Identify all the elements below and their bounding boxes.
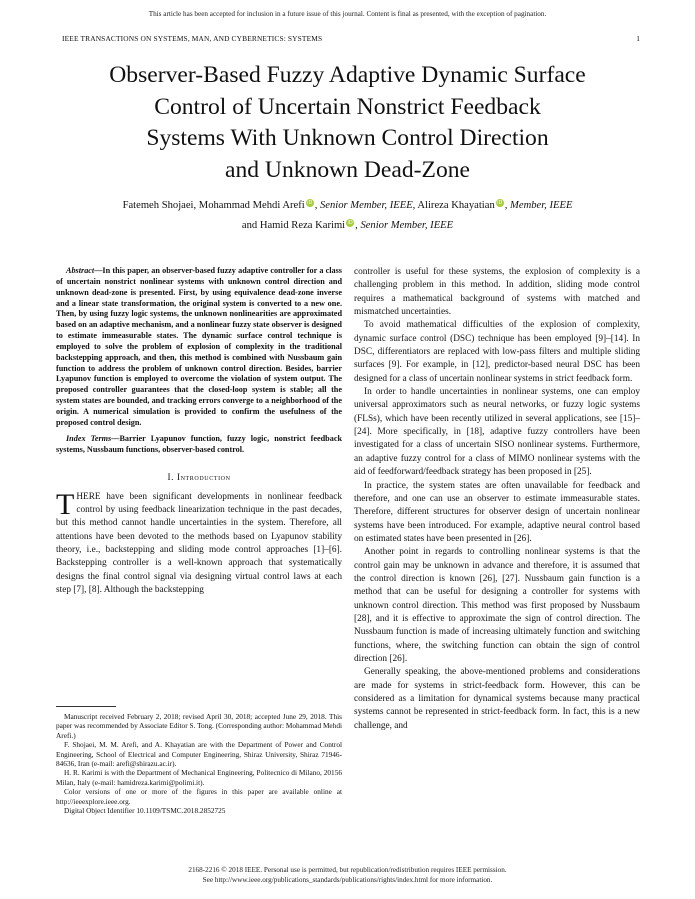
footnote: H. R. Karimi is with the Department of Mechanical Engineering, Politecnico di Milano, 20156 Milan, Italy (e-mail: hamidreza.karimi@polimi.it). xyxy=(56,768,342,787)
intro-paragraph xyxy=(56,487,342,598)
left-column xyxy=(56,266,342,597)
body-paragraph: In order to handle uncertainties in nonlinear systems, one can employ universal approximators such as neural networks, or fuzzy logic systems (FLSs), which have been recently utilized in several applications, see [15]–[24]. More specifically, in [18], adaptive fuzzy controllers have been investigated for a class of uncertain SISO nonlinear systems. Furthermore, an adaptive fuzzy control for a class of MIMO nonlinear systems with the aid of feedforward/feedback strategy has been proposed in [25]. xyxy=(354,387,640,478)
index-terms-label: Index Terms xyxy=(66,433,112,443)
running-head: IEEE TRANSACTIONS ON SYSTEMS, MAN, AND CYBERNETICS: SYSTEMS xyxy=(62,34,323,43)
body-paragraph: To avoid mathematical difficulties of the explosion of complexity, dynamic surface control (DSC) technique has been employed [9]–[14]. In DSC, differentiators are replaced with low-pass filters and multiple sliding surfaces [9]. For example, in [12], predictor-based neural DSC has been designed for a class of uncertain nonlinear systems in strict feedback form. xyxy=(354,320,640,384)
title-line: Systems With Unknown Control Direction xyxy=(146,125,549,151)
orcid-icon[interactable]: iD xyxy=(307,200,313,206)
author-line-1: Fatemeh Shojaei, Mohammad Mehdi Arefi iD , Senior Member, IEEE, Alireza Khayatian iD , Member, IEEE xyxy=(122,200,573,211)
title-line: Observer-Based Fuzzy Adaptive Dynamic Surface xyxy=(109,62,586,88)
footnotes xyxy=(56,712,342,815)
author-role: Member, IEEE xyxy=(510,200,573,211)
orcid-icon[interactable]: iD xyxy=(497,200,503,206)
footer-line: See http://www.ieee.org/publications_standards/publications/rights/index.html for more information. xyxy=(202,875,493,884)
footnote: Color versions of one or more of the figures in this paper are available online at http://ieeexplore.ieee.org. xyxy=(56,787,342,806)
author-role: Senior Member, IEEE xyxy=(320,200,413,211)
section-title: Introduction xyxy=(176,472,231,483)
title-line: Control of Uncertain Nonstrict Feedback xyxy=(154,93,541,120)
body-paragraph: Generally speaking, the above-mentioned problems and considerations are made for systems in strict-feedback form. However, this can be considered as a limitation for dynamical systems because many practical systems cannot be represented in strict-feedback form. In fact, this is a new challenge, and xyxy=(354,667,640,731)
page-number: 1 xyxy=(636,34,640,43)
author-name: Alireza Khayatian xyxy=(417,200,495,211)
index-terms-text: —Barrier Lyapunov function, fuzzy logic, nonstrict feedback systems, Nussbaum functions, observer-based control. xyxy=(56,433,343,454)
author-line-2: and Hamid Reza Karimi iD , Senior Member, IEEE xyxy=(241,220,454,231)
author-name: and Hamid Reza Karimi xyxy=(241,220,346,231)
author-role: Senior Member, IEEE xyxy=(360,220,454,231)
body-paragraph: Another point in regards to controlling nonlinear systems is that the control gain may be unknown in advance and therefore, it is assumed that the control direction is known [26], [27]. Nussbaum gain function is a method that can be useful for designing a controller for systems with unknown control direction. This method was first proposed by Nussbaum [28], and it is effective to approximate the sign of control direction. The Nussbaum function is made of increasing ultimately function and switching functions, where, the switching function can obtain the sign of control direction [26]. xyxy=(354,547,640,664)
orcid-icon[interactable]: iD xyxy=(347,220,353,226)
footnote: Manuscript received February 2, 2018; revised April 30, 2018; accepted June 29, 2018. This paper was recommended by Associate Editor S. Tong. (Corresponding author: Mohammad Mehdi Arefi.) xyxy=(56,712,342,740)
title-line: and Unknown Dead-Zone xyxy=(224,156,471,183)
author-list xyxy=(40,196,655,236)
footnote: F. Shojaei, M. M. Arefi, and A. Khayatian are with the Department of Power and Control Engineering, School of Electrical and Computer Engineering, Shiraz University, Shiraz 71946-84636, Iran (e-mail: arefi@shirazu.ac.ir). xyxy=(56,740,342,769)
footer-line: 2168-2216 © 2018 IEEE. Personal use is permitted, but republication/redistribution requires IEEE permission. xyxy=(188,866,507,874)
abstract-label: Abstract xyxy=(66,266,95,275)
author-names: Fatemeh Shojaei, Mohammad Mehdi Arefi xyxy=(122,200,305,211)
drop-cap: T xyxy=(56,487,75,521)
paper-title xyxy=(40,60,655,186)
body-paragraph: controller is useful for these systems, the explosion of complexity is a challenging problem in this method. In addition, sliding mode control requires a mathematical background of systems with matched and mismatched uncertainties. xyxy=(354,267,640,318)
footnote-rule xyxy=(56,706,116,707)
index-terms xyxy=(56,434,342,456)
body-paragraph: In practice, the system states are often unavailable for feedback and therefore, and one can use an observer to estimate immeasurable states. Therefore, different structures for observer design of uncertain nonlinear systems have been introduced. For example, adaptive neural control based on estimated states have been presented in [26]. xyxy=(354,480,640,544)
footnote: Digital Object Identifier 10.1109/TSMC.2018.2852725 xyxy=(64,806,226,816)
abstract xyxy=(56,266,342,429)
abstract-text: —In this paper, an observer-based fuzzy adaptive controller for a class of uncertain nonstrict nonlinear systems with unknown control direction and unknown dead-zone is presented. First, by using equivalence dead-zone inverse and a linear state transformation, the original system is converted to a new one. Then, by using fuzzy logic systems, the unknown nonlinearities are approximated based on an adaptive mechanism, and a nonlinear fuzzy state observer is designed to estimate immeasurable states. The dynamic surface control technique is employed to solve the problem of explosion of complexity in the traditional backstepping approach, and then, this method is combined with Nussbaum gain function to address the problem of unknown control direction. Besides, barrier Lyapunov function is employed to overcome the violation of system output. The proposed controller guarantees that the closed-loop system is stable; all the system states are bounded, and tracking errors converge to a neighborhood of the origin. A numerical simulation is provided to confirm the usefulness of the proposed control design. xyxy=(56,266,342,427)
section-heading xyxy=(56,471,342,484)
intro-text: HERE have been significant developments in nonlinear feedback control by using feedback linearization technique in the past decades, but this method cannot handle uncertainties in the system. Therefore, all attentions have been devoted to the methods based on Lyapunov stability theory, i.e., backstepping and sliding mode control approaches [1]–[6]. Backstepping controller is a well-known approach that systematically designs the final control signal via designing virtual control laws at each step [7], [8]. Although the backstepping xyxy=(56,491,342,596)
right-column xyxy=(354,266,640,733)
copyright-footer xyxy=(0,866,695,885)
publication-notice: This article has been accepted for inclusion in a future issue of this journal. Content is final as presented, with the exception of pagination. xyxy=(148,10,547,18)
section-numeral: I. xyxy=(167,472,175,483)
